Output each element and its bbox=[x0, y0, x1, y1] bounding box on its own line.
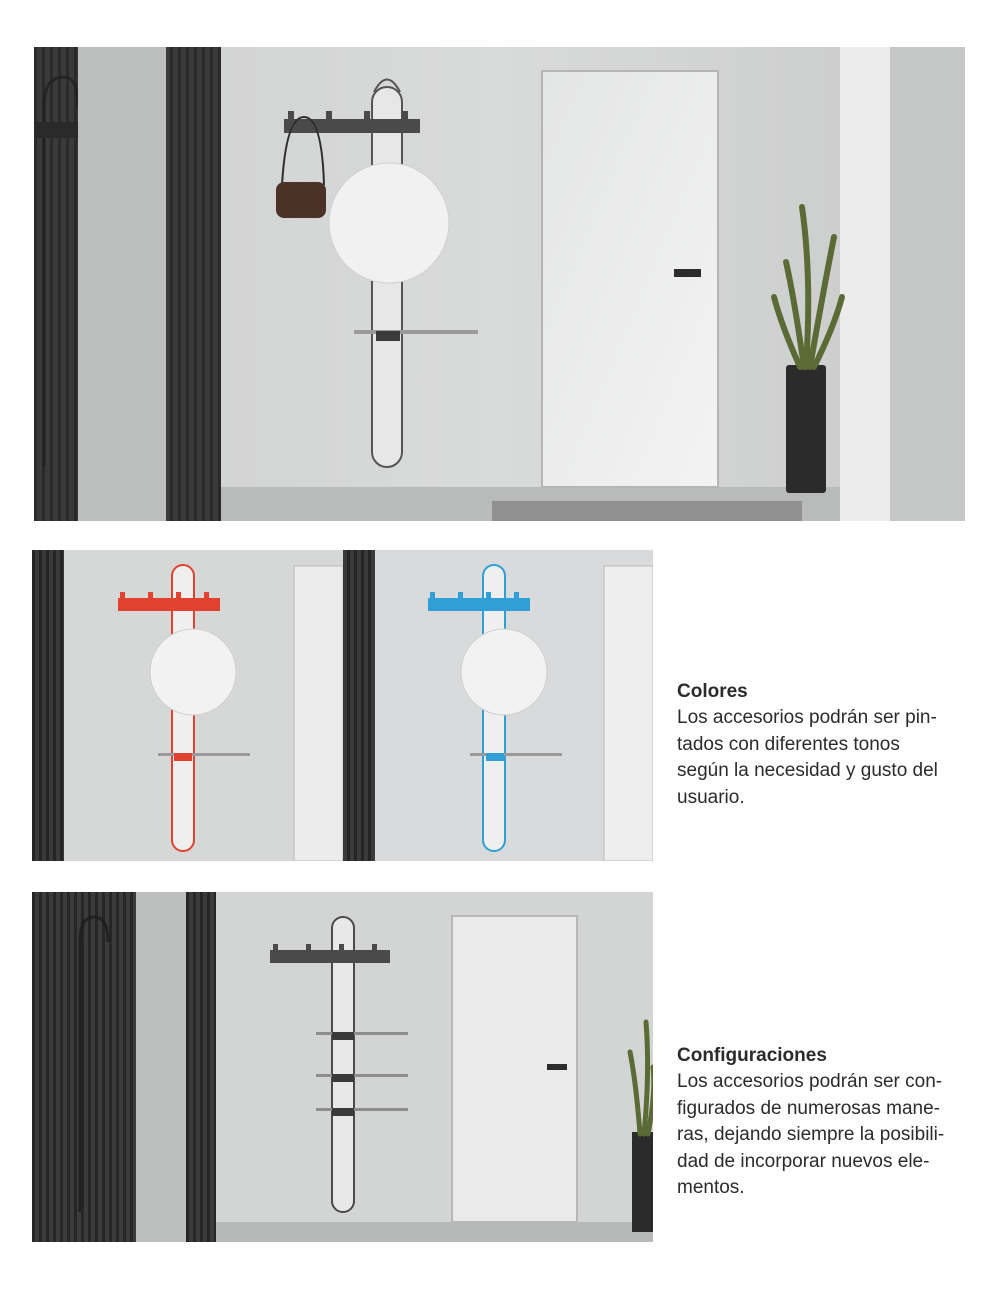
colors-photo bbox=[32, 550, 653, 861]
body-line: Los accesorios podrán ser pin- bbox=[677, 707, 937, 728]
section-title-configuraciones: Configuraciones bbox=[677, 1045, 827, 1066]
body-line: según la necesidad y gusto del bbox=[677, 760, 938, 781]
section-body-colores bbox=[677, 705, 977, 811]
body-line: mentos. bbox=[677, 1177, 745, 1198]
configurations-scene bbox=[32, 892, 653, 1242]
hero-photo-hallway bbox=[34, 47, 965, 521]
body-line: Los accesorios podrán ser con- bbox=[677, 1071, 943, 1092]
hallway-scene bbox=[34, 47, 965, 521]
round-mirror bbox=[329, 163, 449, 283]
body-line: figurados de numerosas mane- bbox=[677, 1097, 940, 1119]
floor-rug bbox=[492, 501, 802, 521]
body-line: tados con diferentes tonos bbox=[677, 733, 900, 755]
door bbox=[542, 71, 718, 487]
handbag bbox=[276, 182, 326, 218]
slatted-partition bbox=[32, 892, 136, 1242]
configurations-caption bbox=[677, 1043, 977, 1202]
door-handle bbox=[674, 269, 701, 277]
configurations-photo bbox=[32, 892, 653, 1242]
colors-scene bbox=[32, 550, 653, 861]
door-handle bbox=[547, 1064, 567, 1070]
colors-caption bbox=[677, 679, 977, 811]
section-body-configuraciones bbox=[677, 1069, 977, 1202]
body-line: ras, dejando siempre la posibili- bbox=[677, 1124, 945, 1145]
section-title-colores: Colores bbox=[677, 681, 748, 702]
body-line: dad de incorporar nuevos ele- bbox=[677, 1150, 930, 1172]
shelf bbox=[354, 330, 478, 334]
slatted-partition bbox=[34, 47, 78, 521]
body-line: usuario. bbox=[677, 786, 745, 808]
